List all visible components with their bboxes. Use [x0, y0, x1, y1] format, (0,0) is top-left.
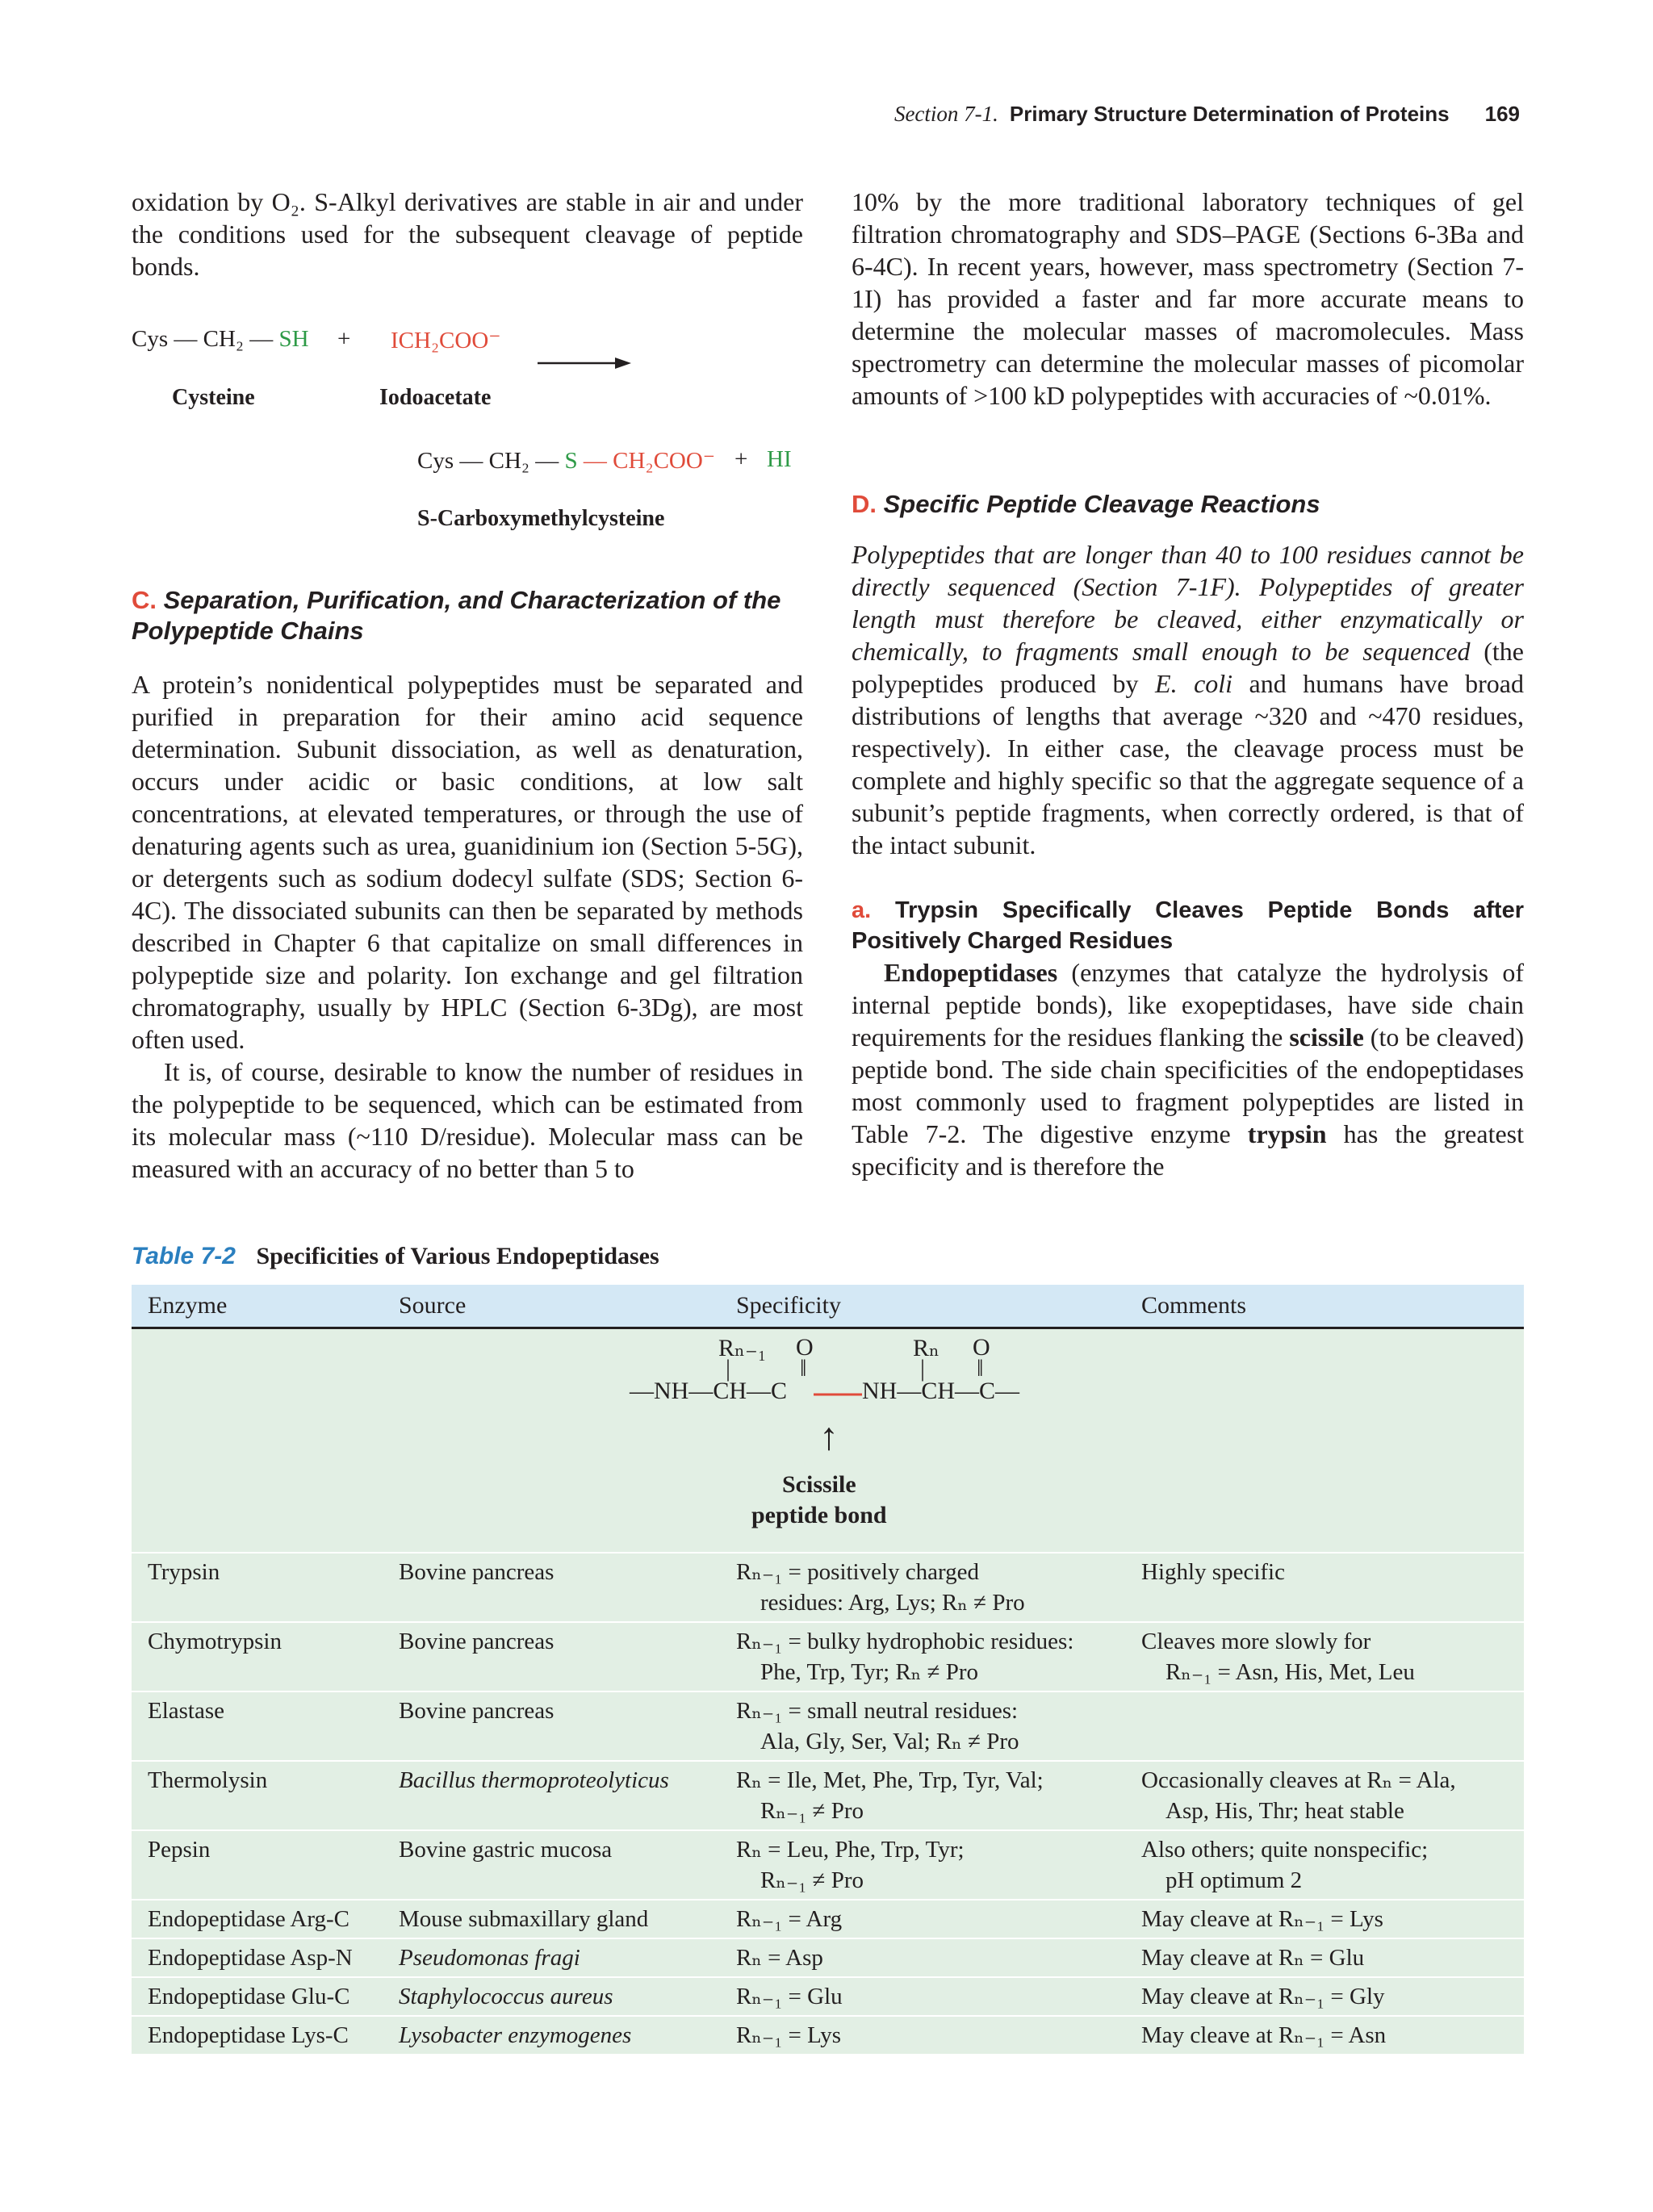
right-paragraph-3-text-b: (to be cleaved) peptide bond. The side chain specificities of the endopeptidases most commonly used to fragment polypeptides are listed in Table 7-2. The digestive enzyme — [852, 1022, 1525, 1148]
table-label: Table 7-2 — [132, 1243, 236, 1269]
left-column-body — [132, 668, 803, 1185]
cell-comments — [1141, 1623, 1524, 1691]
spec-line-2: Rₙ₋₁ ≠ Pro — [760, 1867, 864, 1893]
table-row — [132, 1691, 1524, 1760]
header-section: Section 7-1. — [893, 102, 998, 126]
cell-comments — [1141, 1692, 1524, 1760]
cell-comments: May cleave at Rₙ₋₁ = Asn — [1141, 2022, 1387, 2048]
product-carboxymethyl: — CH₂COO⁻ — [577, 448, 716, 474]
diagram-chain-right: NH—CH—C— — [862, 1378, 1020, 1404]
cell-enzyme: Pepsin — [148, 1837, 211, 1863]
comment-line-1: Cleaves more slowly for — [1141, 1629, 1371, 1654]
subsection-a-letter: a. — [852, 897, 872, 923]
endopeptidase-table — [132, 1285, 1524, 2054]
header-specificity: Specificity — [736, 1292, 841, 1319]
cell-source: Bovine gastric mucosa — [399, 1837, 613, 1863]
right-paragraph-2-text-a: (the polypeptides produced by — [852, 637, 1524, 698]
diagram-rn-minus-1: Rₙ₋₁ — [718, 1335, 767, 1361]
reactant-cysteine — [132, 326, 309, 353]
right-paragraph-3-text-a: (enzymes that catalyze the hydrolysis of internal peptide bonds), like exopeptidases, have side chain requirements for the residues flanking the — [852, 958, 1524, 1052]
right-paragraph-2-text-b: and humans have broad distributions of lengths that average ~320 and ~470 residues, respectively). In either case, the cleavage process must be complete and highly specific so that the aggregate sequence of a subunit’s peptide fragments, when correctly ordered, is that of the intact subunit. — [852, 669, 1525, 859]
term-trypsin: trypsin — [1247, 1119, 1327, 1148]
spec-line-1: Rₙ = Ile, Met, Phe, Trp, Tyr, Val; — [736, 1767, 1044, 1793]
cell-source: Lysobacter enzymogenes — [399, 2022, 632, 2048]
spec-line-2: Ala, Gly, Ser, Val; Rₙ ≠ Pro — [760, 1729, 1019, 1754]
diagram-arrow: ↑ — [819, 1415, 839, 1458]
cell-specificity — [736, 1831, 1141, 1899]
diagram-o-1: O — [796, 1334, 814, 1361]
table-caption: Specificities of Various Endopeptidases — [256, 1243, 659, 1269]
cell-enzyme: Chymotrypsin — [148, 1629, 282, 1654]
left-paragraph-3: It is, of course, desirable to know the number of residues in the polypeptide to be sequenced, which can be estimated from its molecular mass (~110 D/residue). Molecular mass can be measured with an accuracy of no better than 5 to — [132, 1057, 803, 1183]
cell-enzyme: Endopeptidase Lys-C — [148, 2022, 349, 2048]
cell-enzyme: Endopeptidase Arg-C — [148, 1906, 349, 1932]
section-d-letter: D. — [852, 490, 877, 518]
cell-comments: May cleave at Rₙ₋₁ = Gly — [1141, 1984, 1385, 2009]
comment-line-1: Highly specific — [1141, 1559, 1285, 1585]
cell-specificity — [736, 1553, 1141, 1621]
cell-comments: May cleave at Rₙ = Glu — [1141, 1945, 1365, 1971]
table-row — [132, 1976, 1524, 2015]
table-row — [132, 1938, 1524, 1976]
spec-line-2: Rₙ₋₁ ≠ Pro — [760, 1798, 864, 1824]
plus-sign-2: + — [734, 446, 748, 472]
table-body — [132, 1329, 1524, 2054]
comment-line-1: Also others; quite nonspecific; — [1141, 1837, 1429, 1863]
cell-specificity: Rₙ₋₁ = Glu — [736, 1984, 843, 2009]
diagram-double-bond-1: ‖ — [800, 1355, 807, 1382]
table-row — [132, 1899, 1524, 1938]
diagram-chain-left: —NH—CH—C — [630, 1378, 788, 1404]
cell-comments — [1141, 1762, 1524, 1829]
left-paragraph-2: A protein’s nonidentical polypeptides must be separated and purified in preparation for their amino acid sequence determination. Subunit dissociation, as well as denaturation, occurs under acidic or basic conditions, at low salt concentrations, at elevated temperatures, or through the use of denaturing agents such as urea, guanidinium ion (Section 5-5G), or detergents such as sodium dodecyl sulfate (SDS; Section 6-4C). The dissociated subunits can then be separated by methods described in Chapter 6 that capitalize on small differences in polypeptide size and polarity. Ion exchange and gel filtration chromatography, usually by HPLC (Section 6-3Dg), are most often used. — [132, 670, 803, 1054]
page-number: 169 — [1484, 102, 1520, 126]
reactant-iodoacetate: ICH₂COO⁻ — [391, 328, 501, 353]
label-iodoacetate: Iodoacetate — [379, 385, 492, 410]
left-column — [132, 186, 803, 282]
cell-comments — [1141, 1831, 1524, 1899]
cell-specificity: Rₙ₋₁ = Lys — [736, 2022, 842, 2048]
comment-line-2: Rₙ₋₁ = Asn, His, Met, Leu — [1165, 1659, 1415, 1685]
section-c-heading — [132, 585, 803, 646]
scissile-bond-diagram — [132, 1329, 1524, 1552]
header-title: Primary Structure Determination of Proteins — [1009, 102, 1450, 126]
cell-source: Pseudomonas fragi — [399, 1945, 580, 1971]
right-paragraph-2-italic: Polypeptides that are longer than 40 to 100 residues cannot be directly sequenced (Section 7-1F). Polypeptides of greater length must therefore be cleaved, either enzymatically or chemically, to fragments small enough to be sequenced — [852, 540, 1524, 666]
diagram-bond-1: | — [726, 1355, 731, 1382]
label-cysteine: Cysteine — [172, 385, 255, 410]
diagram-double-bond-2: ‖ — [977, 1355, 984, 1382]
cell-enzyme: Endopeptidase Glu-C — [148, 1984, 350, 2009]
section-c-title: Separation, Purification, and Characterization of the Polypeptide Chains — [132, 586, 781, 645]
right-column-body — [852, 538, 1524, 1182]
cell-specificity: Rₙ = Asp — [736, 1945, 823, 1971]
cell-enzyme: Endopeptidase Asp-N — [148, 1945, 353, 1971]
cell-specificity — [736, 1762, 1141, 1829]
header-source: Source — [399, 1292, 467, 1319]
section-d-heading — [852, 489, 1524, 520]
cell-source: Bacillus thermoproteolyticus — [399, 1767, 669, 1793]
header-comments: Comments — [1141, 1292, 1247, 1319]
spec-line-1: Rₙ₋₁ = positively charged — [736, 1559, 980, 1585]
subsection-a-title: Trypsin Specifically Cleaves Peptide Bonds after Positively Charged Residues — [852, 897, 1524, 954]
cell-source: Staphylococcus aureus — [399, 1984, 613, 2009]
spec-line-2: residues: Arg, Lys; Rₙ ≠ Pro — [760, 1590, 1025, 1616]
section-c-letter: C. — [132, 586, 157, 614]
left-paragraph-1: oxidation by O₂. S-Alkyl derivatives are stable in air and under the conditions used for the subsequent cleavage of peptide bonds. — [132, 187, 803, 281]
table-row — [132, 1760, 1524, 1829]
cell-source: Mouse submaxillary gland — [399, 1906, 649, 1932]
product-hi: HI — [767, 446, 792, 472]
scissile-bond-line — [814, 1392, 862, 1397]
header-enzyme: Enzyme — [148, 1292, 228, 1319]
right-paragraph-3 — [852, 956, 1524, 1182]
comment-line-2: Asp, His, Thr; heat stable — [1165, 1798, 1404, 1824]
table-row — [132, 2015, 1524, 2054]
section-d-title: Specific Peptide Cleavage Reactions — [883, 490, 1320, 518]
cell-comments — [1141, 1553, 1524, 1621]
cell-source: Bovine pancreas — [399, 1629, 554, 1654]
cell-comments: May cleave at Rₙ₋₁ = Lys — [1141, 1906, 1383, 1932]
cell-enzyme: Thermolysin — [148, 1767, 268, 1793]
product-carboxymethylcysteine — [417, 446, 715, 475]
ecoli-italic: E. coli — [1155, 669, 1233, 698]
comment-line-1: Occasionally cleaves at Rₙ = Ala, — [1141, 1767, 1456, 1793]
cell-source: Bovine pancreas — [399, 1698, 554, 1724]
product-sulfur: S — [564, 448, 578, 474]
table-title — [132, 1243, 659, 1270]
diagram-rn: Rₙ — [913, 1335, 939, 1361]
cell-enzyme: Elastase — [148, 1698, 225, 1724]
reaction-arrow — [538, 355, 631, 371]
reactant1-sh: SH — [278, 326, 309, 352]
right-paragraph-1: 10% by the more traditional laboratory techniques of gel filtration chromatography and SDS–PAGE (Sections 6-3Ba and 6-4C). In recent years, however, mass spectrometry (Section 7-1I) has provided a faster and far more accurate means to determine the molecular masses of macromolecules. Mass spectrometry can determine the molecular masses of picomolar amounts of >100 kD polypeptides with accuracies of ~0.01%. — [852, 187, 1524, 410]
plus-sign-1: + — [337, 326, 351, 352]
running-header — [894, 102, 1520, 127]
term-endopeptidases: Endopeptidases — [884, 958, 1058, 987]
table-row — [132, 1621, 1524, 1691]
spec-line-1: Rₙ = Leu, Phe, Trp, Tyr; — [736, 1837, 965, 1863]
table-header-row — [132, 1285, 1524, 1329]
cell-enzyme: Trypsin — [148, 1559, 220, 1585]
table-row — [132, 1829, 1524, 1899]
comment-line-2: pH optimum 2 — [1165, 1867, 1303, 1893]
reactant1-chain: Cys — CH₂ — — [132, 326, 279, 352]
cell-specificity — [736, 1692, 1141, 1760]
diagram-label-peptide-bond: peptide bond — [751, 1502, 887, 1528]
label-s-carboxymethylcysteine: S-Carboxymethylcysteine — [417, 506, 665, 531]
diagram-o-2: O — [973, 1334, 990, 1361]
right-column — [852, 186, 1524, 412]
spec-line-1: Rₙ₋₁ = small neutral residues: — [736, 1698, 1019, 1724]
spec-line-2: Phe, Trp, Tyr; Rₙ ≠ Pro — [760, 1659, 979, 1685]
term-scissile: scissile — [1289, 1022, 1364, 1052]
cell-specificity: Rₙ₋₁ = Arg — [736, 1906, 843, 1932]
cell-source: Bovine pancreas — [399, 1559, 554, 1585]
cell-specificity — [736, 1623, 1141, 1691]
product-chain: Cys — CH₂ — — [417, 448, 565, 474]
right-paragraph-2 — [852, 538, 1524, 861]
subsection-a-heading — [852, 895, 1524, 956]
right-paragraph-3-text-c: has the greatest specificity and is therefore the — [852, 1119, 1525, 1181]
table-row — [132, 1552, 1524, 1621]
diagram-label-scissile: Scissile — [782, 1471, 856, 1498]
diagram-bond-2: | — [920, 1355, 926, 1382]
spec-line-1: Rₙ₋₁ = bulky hydrophobic residues: — [736, 1629, 1074, 1654]
